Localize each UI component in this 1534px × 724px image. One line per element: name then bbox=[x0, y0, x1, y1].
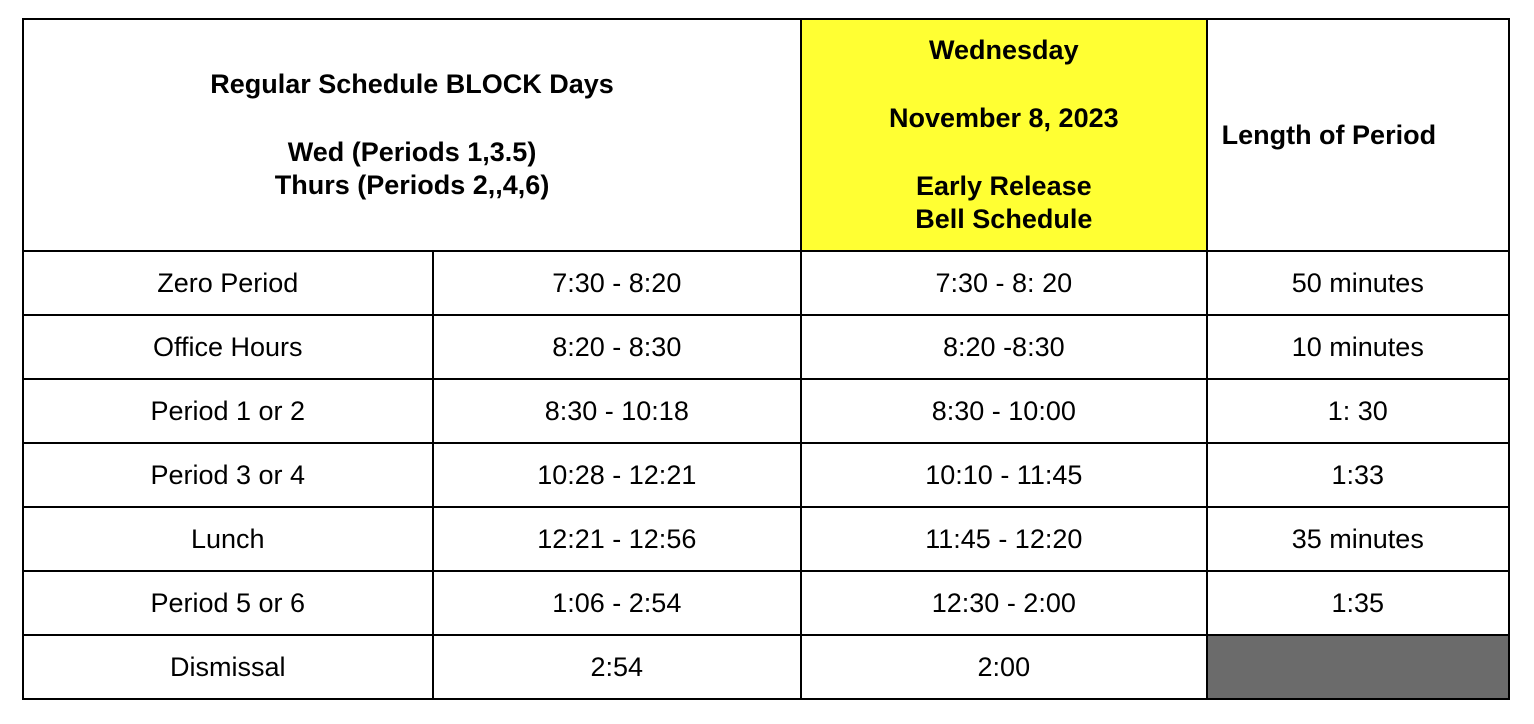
table-row bbox=[23, 379, 1509, 443]
regular-schedule-title: Regular Schedule BLOCK Days bbox=[210, 69, 614, 99]
regular-schedule-thurs: Thurs (Periods 2,,4,6) bbox=[274, 170, 550, 200]
regular-time: 2:54 bbox=[433, 635, 802, 699]
regular-time: 8:30 - 10:18 bbox=[433, 379, 802, 443]
early-release-time: 8:20 -8:30 bbox=[801, 315, 1207, 379]
period-length: 1: 30 bbox=[1207, 379, 1509, 443]
regular-schedule-wed: Wed (Periods 1,3.5) bbox=[287, 137, 537, 167]
early-release-time: 12:30 - 2:00 bbox=[801, 571, 1207, 635]
early-release-day: Wednesday bbox=[929, 35, 1079, 65]
period-length: 1:33 bbox=[1207, 443, 1509, 507]
regular-time: 1:06 - 2:54 bbox=[433, 571, 802, 635]
table-row bbox=[23, 507, 1509, 571]
regular-schedule-header bbox=[23, 19, 801, 251]
regular-time: 12:21 - 12:56 bbox=[433, 507, 802, 571]
period-label: Office Hours bbox=[23, 315, 433, 379]
period-length: 1:35 bbox=[1207, 571, 1509, 635]
period-label: Period 3 or 4 bbox=[23, 443, 433, 507]
period-label: Dismissal bbox=[23, 635, 433, 699]
period-length: 50 minutes bbox=[1207, 251, 1509, 315]
table-row bbox=[23, 443, 1509, 507]
table-row bbox=[23, 315, 1509, 379]
header-row bbox=[23, 19, 1509, 251]
early-release-bell-label: Bell Schedule bbox=[915, 204, 1093, 234]
regular-time: 7:30 - 8:20 bbox=[433, 251, 802, 315]
length-of-period-header: Length of Period bbox=[1207, 19, 1509, 251]
early-release-date: November 8, 2023 bbox=[888, 103, 1119, 133]
table-row bbox=[23, 571, 1509, 635]
period-label: Period 5 or 6 bbox=[23, 571, 433, 635]
table-row bbox=[23, 251, 1509, 315]
period-label: Zero Period bbox=[23, 251, 433, 315]
period-length: 35 minutes bbox=[1207, 507, 1509, 571]
period-label: Lunch bbox=[23, 507, 433, 571]
early-release-time: 2:00 bbox=[801, 635, 1207, 699]
empty-shaded-cell bbox=[1207, 635, 1509, 699]
regular-time: 8:20 - 8:30 bbox=[433, 315, 802, 379]
bell-schedule-table bbox=[22, 18, 1510, 700]
early-release-label: Early Release bbox=[915, 171, 1092, 201]
early-release-header bbox=[801, 19, 1207, 251]
early-release-time: 8:30 - 10:00 bbox=[801, 379, 1207, 443]
period-label: Period 1 or 2 bbox=[23, 379, 433, 443]
early-release-time: 7:30 - 8: 20 bbox=[801, 251, 1207, 315]
early-release-time: 10:10 - 11:45 bbox=[801, 443, 1207, 507]
regular-time: 10:28 - 12:21 bbox=[433, 443, 802, 507]
early-release-time: 11:45 - 12:20 bbox=[801, 507, 1207, 571]
period-length: 10 minutes bbox=[1207, 315, 1509, 379]
table-row bbox=[23, 635, 1509, 699]
